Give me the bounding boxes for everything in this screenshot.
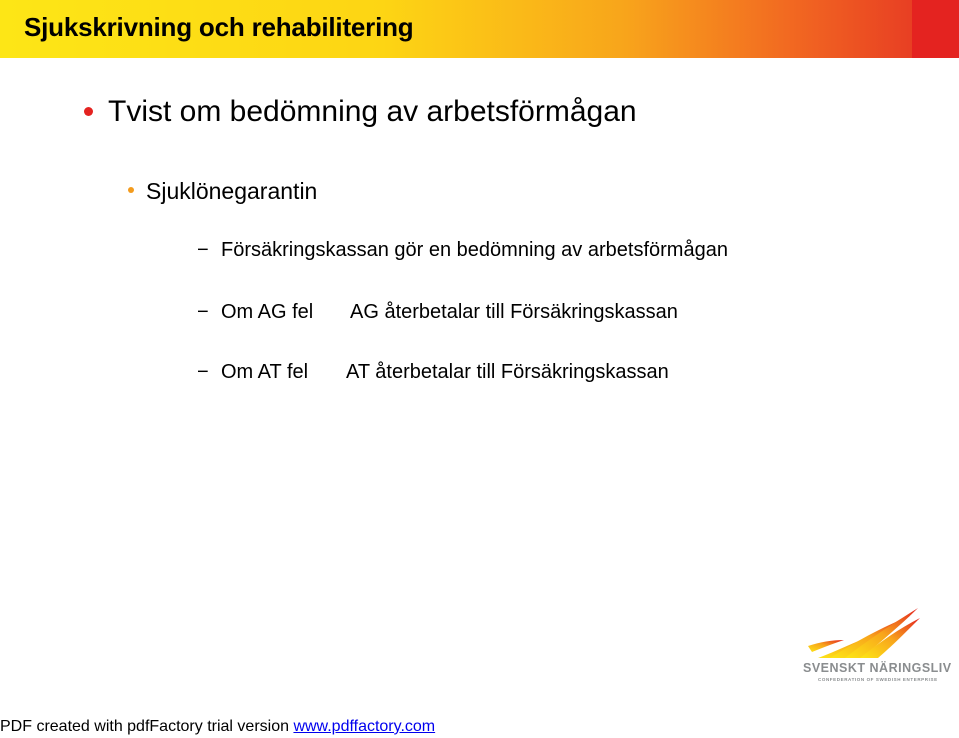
sub-item [197,301,678,324]
sub-item [197,361,669,384]
sub-item-detail: AT återbetalar till Försäkringskassan [346,361,669,383]
footer-link[interactable]: www.pdffactory.com [293,718,436,735]
dash-marker: − [197,239,209,261]
bullet-level2 [130,178,317,205]
sub-item [197,239,728,262]
logo-subtitle: CONFEDERATION OF SWEDISH ENTERPRISE [818,677,938,682]
pdf-footer [0,718,435,736]
slide-title: Sjukskrivning och rehabilitering [24,12,414,42]
footer-text: PDF created with pdfFactory trial version [0,718,294,735]
bullet-dot-icon [128,187,134,193]
bullet-level2-text: Sjuklönegarantin [146,178,318,204]
sub-item-label: Om AT fel [221,361,309,383]
svenskt-naringsliv-logo [800,606,952,686]
logo-name: SVENSKT NÄRINGSLIV [803,661,952,675]
dash-marker: − [197,361,209,383]
bullet-level1 [90,95,637,129]
bullet-dot-icon [84,107,93,116]
sub-item-detail: AG återbetalar till Försäkringskassan [350,301,678,323]
title-bar-corner [912,0,959,58]
sub-item-label: Försäkringskassan gör en bedömning av arbetsförmågan [221,239,728,261]
sub-item-label: Om AG fel [221,301,314,323]
flame-icon [800,606,945,661]
bullet-level1-text: Tvist om bedömning av arbetsförmågan [108,95,637,128]
dash-marker: − [197,301,209,323]
